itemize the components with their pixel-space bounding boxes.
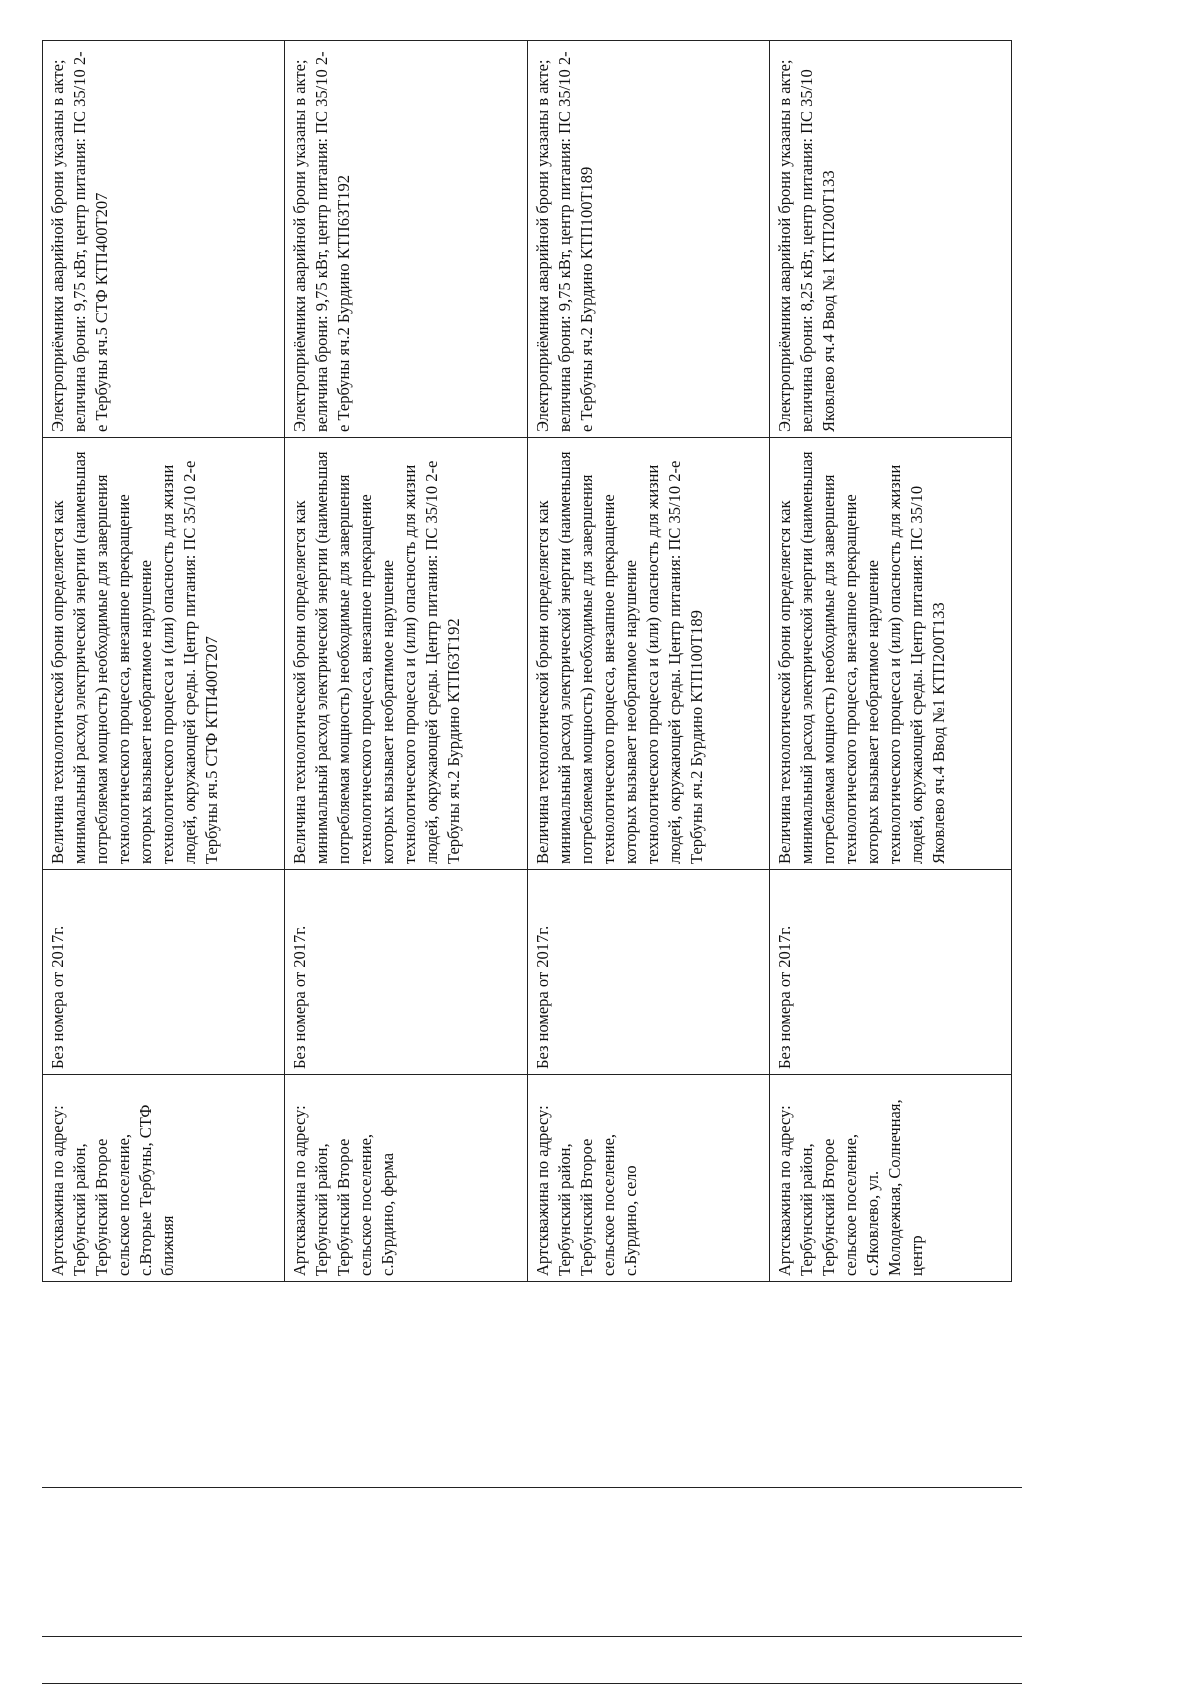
object-address-cell: Артскважина по адресу: Тербунский район, Тербунский Второе сельское поселение, с.Яковлево, ул. Молодежная, Солнечная, центр (769, 1075, 1011, 1282)
reserve-registry-table (42, 40, 1012, 1282)
table-row (769, 41, 1011, 1282)
tech-reserve-cell: Величина технологической брони определяется как минимальный расход электрической энергии (наименьшая потребляемая мощность) необходимые для завершения технологического процесса, внезапное прекращение которых вызывает необратимое нарушение технологического процесса и (или) опасность для жизни людей, окружающей среды. Центр питания: ПС 35/10 2-е Тербуны яч.2 Бурдино КТП63Т192 (285, 438, 527, 870)
emergency-reserve-cell: Электроприёмники аварийной брони указаны в акте; величина брони: 8,25 кВт, центр питания: ПС 35/10 Яковлево яч.4 Ввод №1 КТП200Т133 (769, 41, 1011, 438)
table-row (285, 41, 527, 1282)
act-number-cell: Без номера от 2017г. (527, 870, 769, 1075)
emergency-reserve-cell: Электроприёмники аварийной брони указаны в акте; величина брони: 9,75 кВт, центр питания: ПС 35/10 2-е Тербуны яч.2 Бурдино КТП63Т192 (285, 41, 527, 438)
table-row (527, 41, 769, 1282)
table-row (43, 41, 285, 1282)
object-address-cell: Артскважина по адресу: Тербунский район, Тербунский Второе сельское поселение, с.Бурдино, село (527, 1075, 769, 1282)
act-number-cell: Без номера от 2017г. (43, 870, 285, 1075)
object-address-cell: Артскважина по адресу: Тербунский район, Тербунский Второе сельское поселение, с.Бурдино, ферма (285, 1075, 527, 1282)
act-number-cell: Без номера от 2017г. (285, 870, 527, 1075)
tech-reserve-cell: Величина технологической брони определяется как минимальный расход электрической энергии (наименьшая потребляемая мощность) необходимые для завершения технологического процесса, внезапное прекращение которых вызывает необратимое нарушение технологического процесса и (или) опасность для жизни людей, окружающей среды. Центр питания: ПС 35/10 2-е Тербуны яч.5 СТФ КТП400Т207 (43, 438, 285, 870)
object-address-cell: Артскважина по адресу: Тербунский район, Тербунский Второе сельское поселение, с.Вторые Тербуны, СТФ ближняя (43, 1075, 285, 1282)
blank-row-line (42, 1487, 1022, 1488)
blank-row-line (42, 1683, 1022, 1684)
tech-reserve-cell: Величина технологической брони определяется как минимальный расход электрической энергии (наименьшая потребляемая мощность) необходимые для завершения технологического процесса, внезапное прекращение которых вызывает необратимое нарушение технологического процесса и (или) опасность для жизни людей, окружающей среды. Центр питания: ПС 35/10 2-е Тербуны яч.2 Бурдино КТП100Т189 (527, 438, 769, 870)
tech-reserve-cell: Величина технологической брони определяется как минимальный расход электрической энергии (наименьшая потребляемая мощность) необходимые для завершения технологического процесса, внезапное прекращение которых вызывает необратимое нарушение технологического процесса и (или) опасность для жизни людей, окружающей среды. Центр питания: ПС 35/10 Яковлево яч.4 Ввод №1 КТП200Т133 (769, 438, 1011, 870)
rotated-table-sheet (42, 41, 1012, 1282)
blank-row-line (42, 1636, 1022, 1637)
emergency-reserve-cell: Электроприёмники аварийной брони указаны в акте; величина брони: 9,75 кВт, центр питания: ПС 35/10 2-е Тербуны яч.5 СТФ КТП400Т207 (43, 41, 285, 438)
emergency-reserve-cell: Электроприёмники аварийной брони указаны в акте; величина брони: 9,75 кВт, центр питания: ПС 35/10 2-е Тербуны яч.2 Бурдино КТП100Т189 (527, 41, 769, 438)
act-number-cell: Без номера от 2017г. (769, 870, 1011, 1075)
